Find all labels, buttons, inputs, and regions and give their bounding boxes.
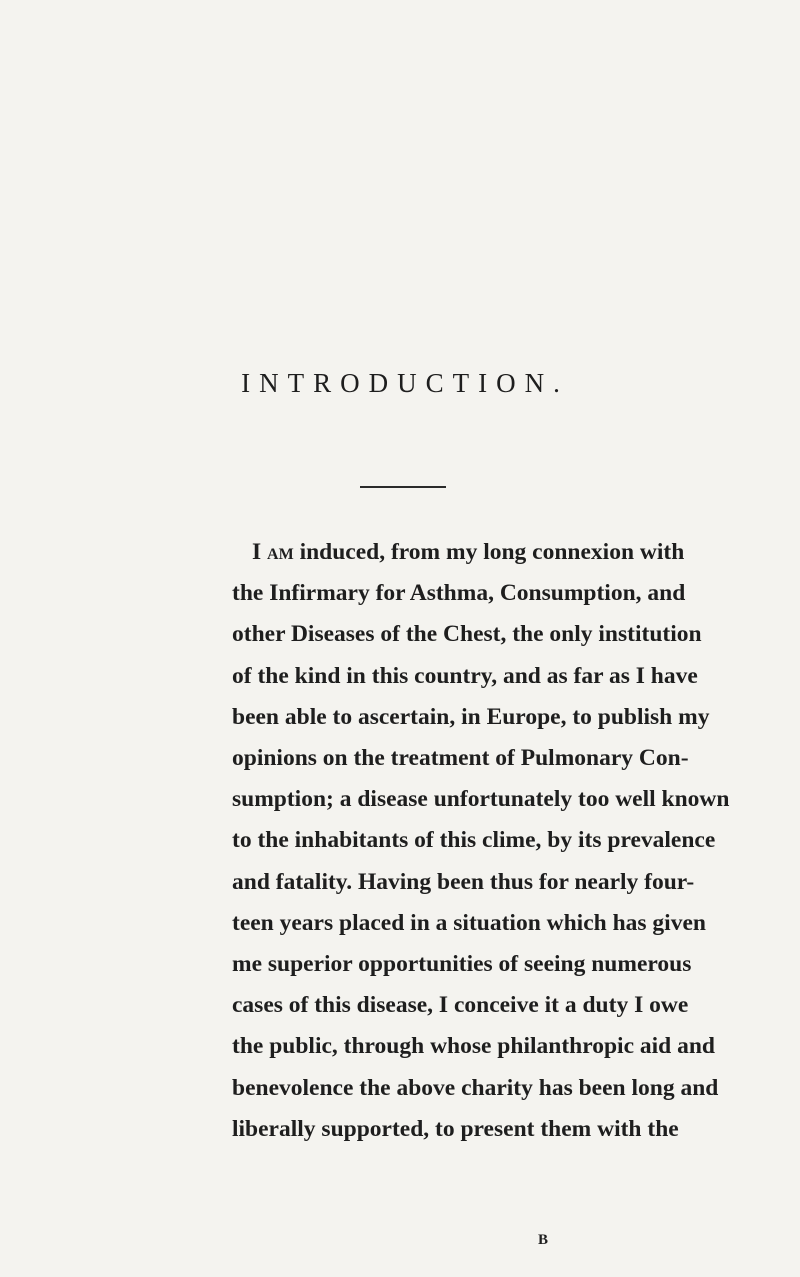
line-1-rest: induced, from my long connexion with — [299, 539, 685, 565]
opening-smallcaps: am — [267, 539, 294, 565]
opening-initial: I — [252, 539, 262, 565]
text-line-4: of the kind in this country, and as far as I have — [232, 662, 698, 689]
text-line-9: and fatality. Having been thus for nearly four- — [232, 868, 695, 895]
text-line-13: the public, through whose philanthropic aid and — [232, 1033, 715, 1060]
heading-rule — [360, 486, 446, 488]
text-line-5: been able to ascertain, in Europe, to publish my — [232, 703, 710, 730]
text-line-2: the Infirmary for Asthma, Consumption, and — [232, 580, 686, 607]
signature-mark: B — [538, 1232, 549, 1248]
text-line-3: other Diseases of the Chest, the only institution — [232, 621, 702, 648]
text-line-15: liberally supported, to present them with the — [232, 1115, 679, 1142]
text-line-6: opinions on the treatment of Pulmonary Con- — [232, 745, 689, 772]
text-line-12: cases of this disease, I conceive it a duty I owe — [232, 992, 689, 1019]
text-line-10: teen years placed in a situation which has given — [232, 909, 706, 936]
text-line-11: me superior opportunities of seeing numerous — [232, 951, 692, 978]
text-line-1 — [232, 532, 685, 573]
text-line-7: sumption; a disease unfortunately too well known — [232, 786, 730, 813]
text-line-8: to the inhabitants of this clime, by its prevalence — [232, 827, 716, 854]
text-line-14: benevolence the above charity has been long and — [232, 1074, 719, 1101]
body-paragraph — [232, 532, 730, 1150]
page-heading: INTRODUCTION. — [241, 368, 569, 398]
